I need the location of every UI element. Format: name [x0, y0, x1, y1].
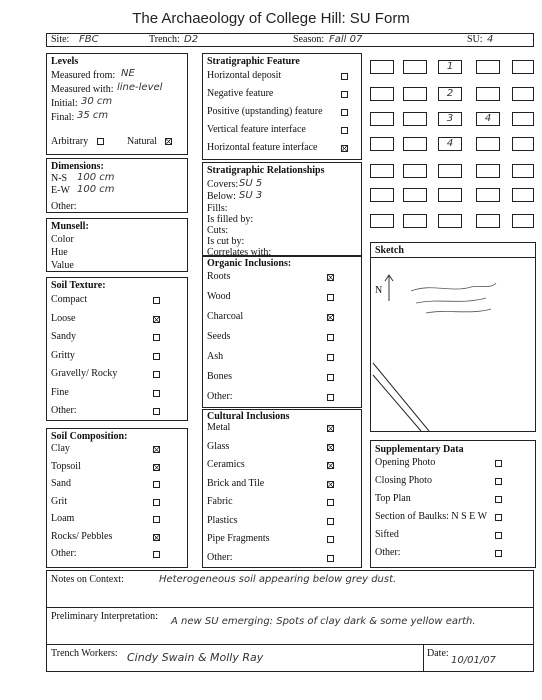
soil-texture-item-checkbox[interactable]	[153, 353, 160, 360]
soil-composition-item-label: Loam	[51, 513, 75, 524]
soil-composition-item-label: Rocks/ Pebbles	[51, 530, 113, 542]
grid-cell[interactable]	[512, 164, 534, 178]
measured-with-value[interactable]: line-level	[117, 82, 163, 93]
organic-item-label: Other:	[207, 391, 233, 402]
fills-label: Fills:	[207, 203, 228, 214]
supplementary-item-label: Top Plan	[375, 493, 411, 504]
cultural-item-checkbox[interactable]	[327, 425, 334, 432]
cultural-item-checkbox[interactable]	[327, 518, 334, 525]
munsell-section	[46, 218, 188, 272]
notes-label: Notes on Context:	[51, 574, 124, 585]
final-label: Final:	[51, 112, 75, 123]
below-value[interactable]: SU 3	[239, 190, 263, 201]
site-label: Site:	[51, 34, 70, 45]
final-value[interactable]: 35 cm	[77, 110, 109, 121]
ns-label: N-S	[51, 173, 68, 184]
grid-cell[interactable]	[370, 164, 394, 178]
soil-texture-item-label: Gritty	[51, 349, 75, 361]
strat-relationships-title: Stratigraphic Relationships	[207, 165, 325, 176]
organic-item-label: Seeds	[207, 331, 231, 342]
season-label: Season:	[293, 34, 325, 45]
grid-cell[interactable]	[370, 112, 394, 126]
arbitrary-label: Arbitrary	[51, 136, 89, 147]
soil-texture-item-checkbox[interactable]	[153, 408, 160, 415]
organic-item-checkbox[interactable]	[327, 334, 334, 341]
soil-composition-item-label: Topsoil	[51, 460, 81, 472]
cultural-inclusions-section	[202, 409, 362, 568]
organic-item-checkbox[interactable]	[327, 274, 334, 281]
date-value[interactable]: 10/01/07	[451, 655, 496, 666]
sketch-section	[370, 242, 536, 432]
covers-label: Covers:	[207, 179, 239, 190]
grid-cell[interactable]	[438, 164, 462, 178]
form-title: The Archaeology of College Hill: SU Form	[132, 10, 410, 27]
supplementary-item-label: Opening Photo	[375, 457, 436, 468]
filled-by-label: Is filled by:	[207, 214, 254, 225]
cultural-item-checkbox[interactable]	[327, 555, 334, 562]
organic-item-label: Ash	[207, 351, 224, 362]
initial-value[interactable]: 30 cm	[81, 96, 113, 107]
sketch-drawing[interactable]	[371, 243, 535, 431]
season-value[interactable]: Fall 07	[329, 34, 363, 45]
soil-texture-item-label: Gravelly/ Rocky	[51, 368, 118, 379]
soil-composition-item-label: Clay	[51, 443, 70, 454]
grid-cell[interactable]	[476, 214, 500, 228]
soil-texture-item-label: Fine	[51, 386, 69, 398]
organic-title: Organic Inclusions:	[207, 258, 292, 269]
workers-value[interactable]: Cindy Swain & Molly Ray	[127, 651, 264, 664]
correlates-label: Correlates with:	[207, 247, 272, 258]
cultural-item-checkbox[interactable]	[327, 481, 334, 488]
soil-texture-title: Soil Texture:	[51, 280, 106, 291]
soil-composition-item-checkbox[interactable]	[153, 481, 160, 488]
grid-cell[interactable]	[403, 164, 427, 178]
dimensions-section	[46, 158, 188, 213]
grid-number: 2	[446, 88, 454, 99]
grid-cell[interactable]	[476, 60, 500, 74]
soil-texture-item-label: Other:	[51, 405, 77, 416]
dimensions-title: Dimensions:	[51, 161, 104, 172]
supplementary-item-checkbox[interactable]	[495, 496, 502, 503]
cultural-item-label: Ceramics	[207, 459, 245, 470]
below-label: Below:	[207, 191, 236, 202]
notes-value[interactable]: Heterogeneous soil appearing below grey dust.	[159, 574, 397, 585]
strat-feature-item-label: Horizontal deposit	[207, 70, 282, 81]
ew-label: E-W	[51, 185, 70, 196]
grid-number: 1	[446, 61, 454, 72]
strat-feature-item-checkbox[interactable]	[341, 91, 348, 98]
soil-composition-item-label: Other:	[51, 548, 77, 559]
supplementary-item-label: Section of Baulks: N S E W	[375, 511, 488, 522]
grid-cell[interactable]	[512, 60, 534, 74]
cuts-label: Cuts:	[207, 225, 229, 236]
cultural-item-checkbox[interactable]	[327, 462, 334, 469]
soil-texture-item-checkbox[interactable]	[153, 297, 160, 304]
grid-cell[interactable]	[370, 87, 394, 101]
supplementary-item-checkbox[interactable]	[495, 478, 502, 485]
soil-texture-item-checkbox[interactable]	[153, 371, 160, 378]
notes-section	[46, 570, 534, 608]
soil-composition-item-checkbox[interactable]	[153, 499, 160, 506]
grid-cell[interactable]	[512, 112, 534, 126]
strat-feature-item-label: Vertical feature interface	[207, 124, 306, 135]
measured-from-value[interactable]: NE	[121, 68, 135, 79]
soil-texture-section	[46, 277, 188, 421]
strat-relationships-section	[202, 162, 362, 256]
interpretation-label: Preliminary Interpretation:	[51, 611, 158, 622]
grid-cell[interactable]	[476, 137, 500, 151]
grid-cell[interactable]	[370, 214, 394, 228]
grid-number: 4	[484, 113, 492, 124]
su-value[interactable]: 4	[487, 34, 494, 45]
organic-item-label: Charcoal	[207, 311, 244, 322]
organic-item-checkbox[interactable]	[327, 294, 334, 301]
soil-texture-item-checkbox[interactable]	[153, 316, 160, 323]
supplementary-item-checkbox[interactable]	[495, 514, 502, 521]
measured-with-label: Measured with:	[51, 84, 114, 95]
supplementary-item-label: Other:	[375, 547, 401, 558]
organic-item-checkbox[interactable]	[327, 314, 334, 321]
supplementary-item-label: Sifted	[375, 529, 399, 540]
soil-texture-item-checkbox[interactable]	[153, 390, 160, 397]
grid-cell[interactable]	[403, 112, 427, 126]
north-label: N	[375, 285, 383, 296]
soil-texture-item-label: Loose	[51, 312, 76, 324]
cultural-item-checkbox[interactable]	[327, 536, 334, 543]
grid-number: 4	[446, 138, 454, 149]
sketch-title: Sketch	[375, 245, 404, 256]
supplementary-section	[370, 440, 536, 568]
workers-label: Trench Workers:	[51, 648, 118, 659]
cultural-item-label: Glass	[207, 440, 230, 452]
organic-item-checkbox[interactable]	[327, 394, 334, 401]
strat-feature-item-label: Horizontal feature interface	[207, 142, 318, 153]
trench-label: Trench:	[149, 34, 180, 45]
grid-cell[interactable]	[438, 188, 462, 202]
soil-composition-item-label: Grit	[51, 495, 68, 507]
soil-composition-item-checkbox[interactable]	[153, 534, 160, 541]
grid-cell[interactable]	[370, 137, 394, 151]
organic-item-checkbox[interactable]	[327, 374, 334, 381]
header-row	[46, 33, 534, 47]
soil-texture-item-label: Compact	[51, 294, 88, 305]
measured-from-label: Measured from:	[51, 70, 116, 81]
dimensions-other-label: Other:	[51, 201, 77, 212]
grid-cell[interactable]	[512, 214, 534, 228]
cultural-item-label: Other:	[207, 551, 233, 563]
cultural-item-checkbox[interactable]	[327, 444, 334, 451]
strat-feature-item-checkbox[interactable]	[341, 73, 348, 80]
cultural-title: Cultural Inclusions	[207, 411, 290, 422]
grid-cell[interactable]	[512, 137, 534, 151]
su-label: SU:	[467, 34, 483, 45]
supplementary-item-checkbox[interactable]	[495, 460, 502, 467]
munsell-title: Munsell:	[51, 221, 89, 232]
soil-composition-item-checkbox[interactable]	[153, 464, 160, 471]
soil-texture-item-checkbox[interactable]	[153, 334, 160, 341]
levels-title: Levels	[51, 56, 79, 67]
organic-item-label: Bones	[207, 371, 232, 382]
strat-feature-item-checkbox[interactable]	[341, 145, 348, 152]
strat-feature-item-checkbox[interactable]	[341, 109, 348, 116]
ew-value[interactable]: 100 cm	[77, 184, 115, 195]
soil-composition-item-label: Sand	[51, 478, 71, 489]
ns-value[interactable]: 100 cm	[77, 172, 115, 183]
strat-feature-item-label: Positive (upstanding) feature	[207, 106, 323, 117]
organic-item-label: Roots	[207, 271, 231, 282]
grid-cell[interactable]	[512, 87, 534, 101]
grid-number: 3	[446, 113, 454, 124]
strat-feature-item-checkbox[interactable]	[341, 127, 348, 134]
supplementary-title: Supplementary Data	[375, 444, 464, 455]
levels-section	[46, 53, 188, 155]
grid-cell[interactable]	[476, 87, 500, 101]
grid-cell[interactable]	[370, 60, 394, 74]
grid-cell[interactable]	[370, 188, 394, 202]
cultural-item-checkbox[interactable]	[327, 499, 334, 506]
soil-composition-section	[46, 428, 188, 568]
cultural-item-label: Metal	[207, 422, 231, 433]
munsell-value-label: Value	[51, 260, 74, 271]
soil-composition-item-checkbox[interactable]	[153, 446, 160, 453]
cultural-item-label: Brick and Tile	[207, 477, 265, 489]
trench-value[interactable]: D2	[184, 34, 199, 45]
natural-checkbox[interactable]	[165, 138, 172, 145]
grid-cell[interactable]	[512, 188, 534, 202]
cultural-item-label: Pipe Fragments	[207, 533, 270, 544]
cultural-item-label: Plastics	[207, 514, 238, 526]
grid-cell[interactable]	[403, 214, 427, 228]
date-label: Date:	[427, 648, 449, 659]
grid-cell[interactable]	[403, 87, 427, 101]
strat-feature-section	[202, 53, 362, 160]
grid-cell[interactable]	[403, 137, 427, 151]
strat-feature-title: Stratigraphic Feature	[207, 56, 300, 67]
munsell-color-label: Color	[51, 234, 74, 245]
soil-texture-item-label: Sandy	[51, 331, 76, 342]
interpretation-section	[46, 607, 534, 645]
covers-value[interactable]: SU 5	[239, 178, 263, 189]
interpretation-value[interactable]: A new SU emerging: Spots of clay dark & some yellow earth.	[171, 616, 476, 627]
workers-section	[46, 644, 534, 672]
organic-item-label: Wood	[207, 291, 231, 302]
natural-label: Natural	[127, 136, 157, 147]
soil-composition-title: Soil Composition:	[51, 431, 128, 442]
grid-cell[interactable]	[476, 188, 500, 202]
grid-cell[interactable]	[403, 60, 427, 74]
grid-cell[interactable]	[438, 214, 462, 228]
organic-inclusions-section	[202, 256, 362, 408]
munsell-hue-label: Hue	[51, 247, 68, 258]
strat-feature-item-label: Negative feature	[207, 88, 274, 99]
cultural-item-label: Fabric	[207, 496, 233, 507]
supplementary-item-checkbox[interactable]	[495, 550, 502, 557]
soil-composition-item-checkbox[interactable]	[153, 516, 160, 523]
grid-cell[interactable]	[403, 188, 427, 202]
supplementary-item-label: Closing Photo	[375, 475, 432, 486]
organic-item-checkbox[interactable]	[327, 354, 334, 361]
soil-composition-item-checkbox[interactable]	[153, 551, 160, 558]
cut-by-label: Is cut by:	[207, 236, 245, 247]
site-value[interactable]: FBC	[79, 34, 99, 45]
supplementary-item-checkbox[interactable]	[495, 532, 502, 539]
initial-label: Initial:	[51, 98, 78, 109]
grid-cell[interactable]	[476, 164, 500, 178]
arbitrary-checkbox[interactable]	[97, 138, 104, 145]
